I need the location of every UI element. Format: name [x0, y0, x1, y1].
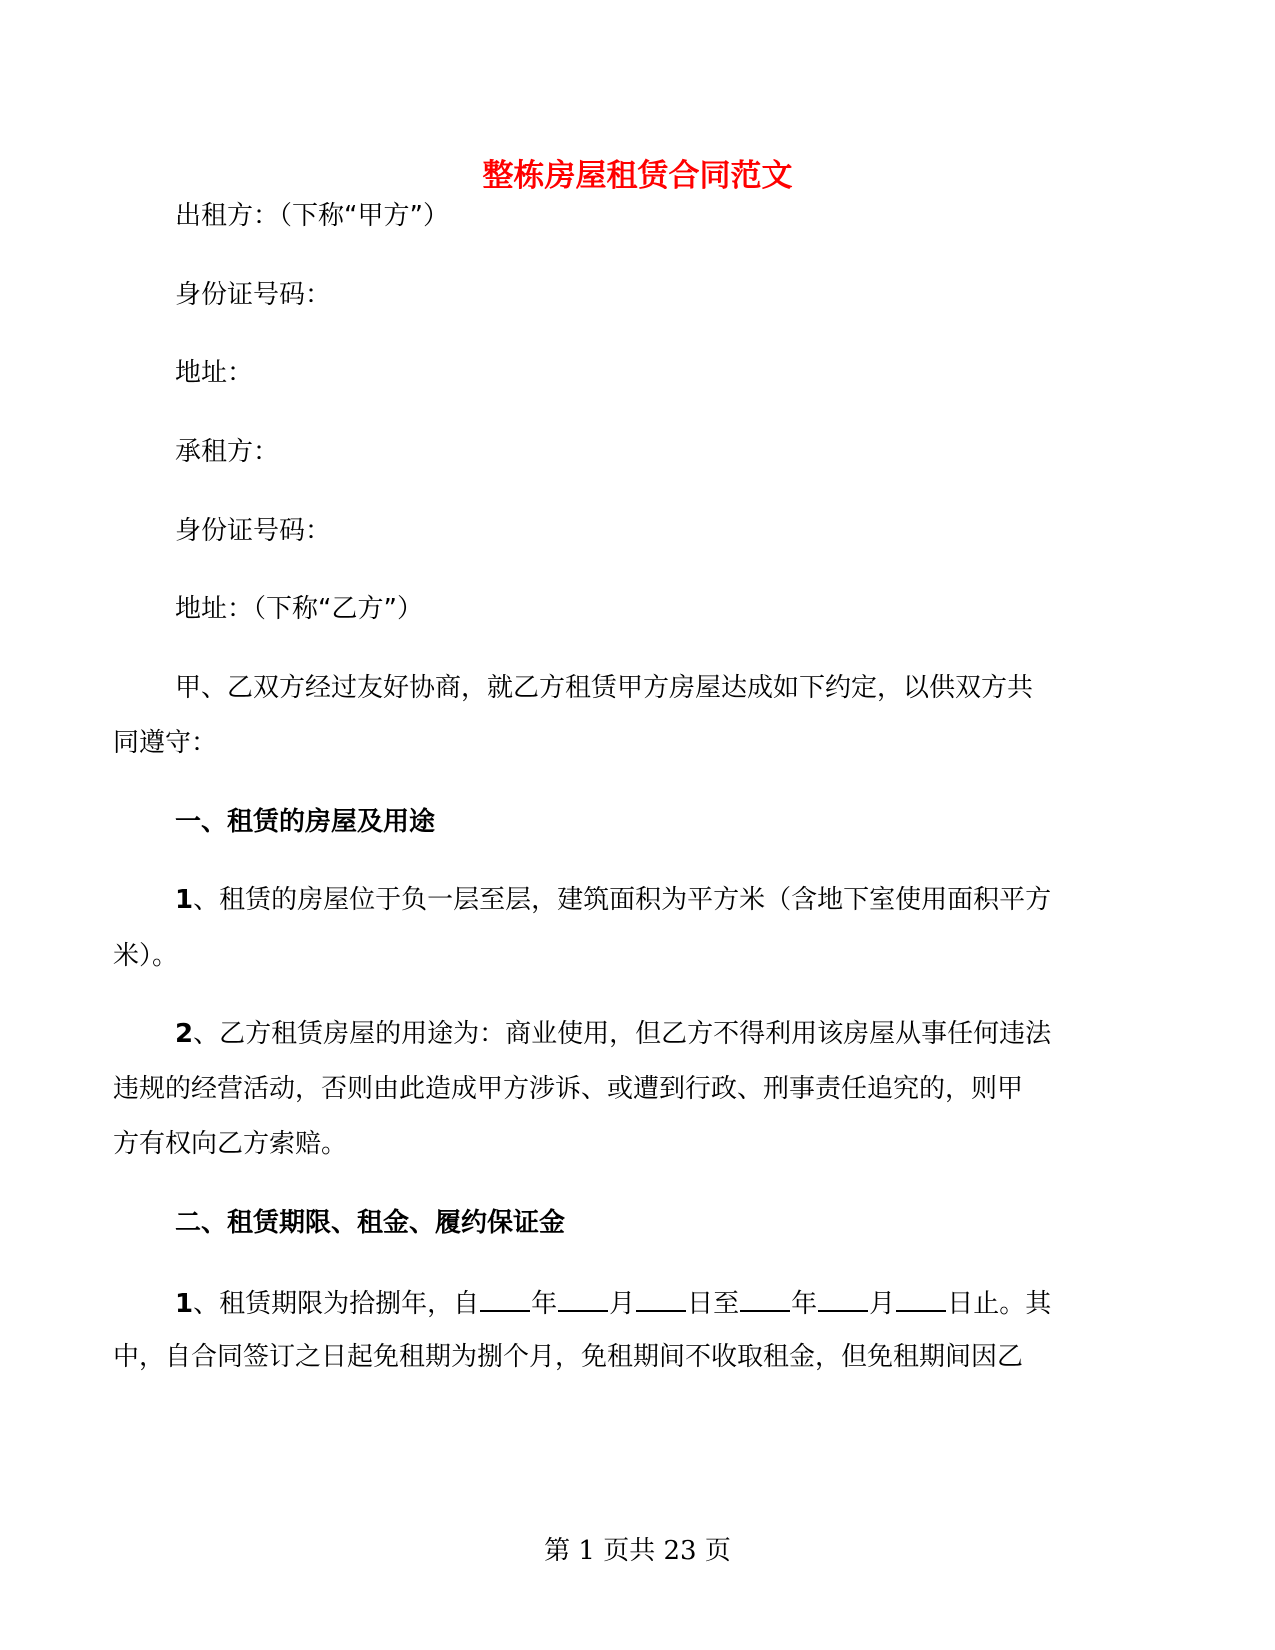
item-number: 2	[175, 1019, 194, 1049]
lessor-address-line: 地址：	[175, 358, 254, 388]
day-to-label: 日至	[687, 1289, 740, 1319]
blank-month-end	[818, 1286, 868, 1312]
page-footer: 第 1 页共 23 页	[544, 1536, 731, 1566]
s1-item2-line-3: 方有权向乙方索赔。	[113, 1129, 348, 1159]
intro-line-1: 甲、乙双方经过友好协商，就乙方租赁甲方房屋达成如下约定，以供双方共	[175, 673, 1034, 703]
lessee-address-line: 地址：（下称“乙方”）	[175, 594, 423, 624]
lessee-line: 承租方：	[175, 437, 280, 467]
month-label: 月	[609, 1289, 636, 1319]
lessee-id-line: 身份证号码：	[175, 516, 332, 546]
document-title: 整栋房屋租赁合同范文	[482, 158, 793, 194]
item-text: 、租赁期限为拾捌年，自	[193, 1289, 480, 1319]
section-2-heading: 二、租赁期限、租金、履约保证金	[175, 1208, 566, 1238]
section-1-heading: 一、租赁的房屋及用途	[175, 807, 436, 837]
year-label: 年	[531, 1289, 558, 1319]
year-label: 年	[791, 1289, 818, 1319]
item-text: 、乙方租赁房屋的用途为：商业使用，但乙方不得利用该房屋从事任何违法	[193, 1019, 1052, 1049]
item-text: 、租赁的房屋位于负一层至层，建筑面积为平方米（含地下室使用面积平方	[193, 885, 1052, 915]
s2-item1-line-2: 中，自合同签订之日起免租期为捌个月，免租期间不收取租金，但免租期间因乙	[113, 1342, 1024, 1372]
s1-item1-line-2: 米）。	[113, 941, 179, 971]
day-end-label: 日止。其	[947, 1289, 1052, 1319]
s2-item1-line-1	[0, 1286, 1275, 1320]
item-number: 1	[175, 885, 194, 915]
intro-line-2: 同遵守：	[113, 728, 218, 758]
blank-year-end	[740, 1286, 790, 1312]
blank-day-start	[636, 1286, 686, 1312]
blank-month-start	[558, 1286, 608, 1312]
lessor-id-line: 身份证号码：	[175, 280, 332, 310]
item-number: 1	[175, 1289, 194, 1319]
blank-year-start	[480, 1286, 530, 1312]
s1-item2-line-1	[0, 1018, 1275, 1050]
blank-day-end	[896, 1286, 946, 1312]
s1-item1-line-1	[0, 884, 1275, 916]
month-label: 月	[869, 1289, 896, 1319]
s1-item2-line-2: 违规的经营活动，否则由此造成甲方涉诉、或遭到行政、刑事责任追究的，则甲	[113, 1074, 1024, 1104]
lessor-line: 出租方：（下称“甲方”）	[175, 201, 449, 231]
